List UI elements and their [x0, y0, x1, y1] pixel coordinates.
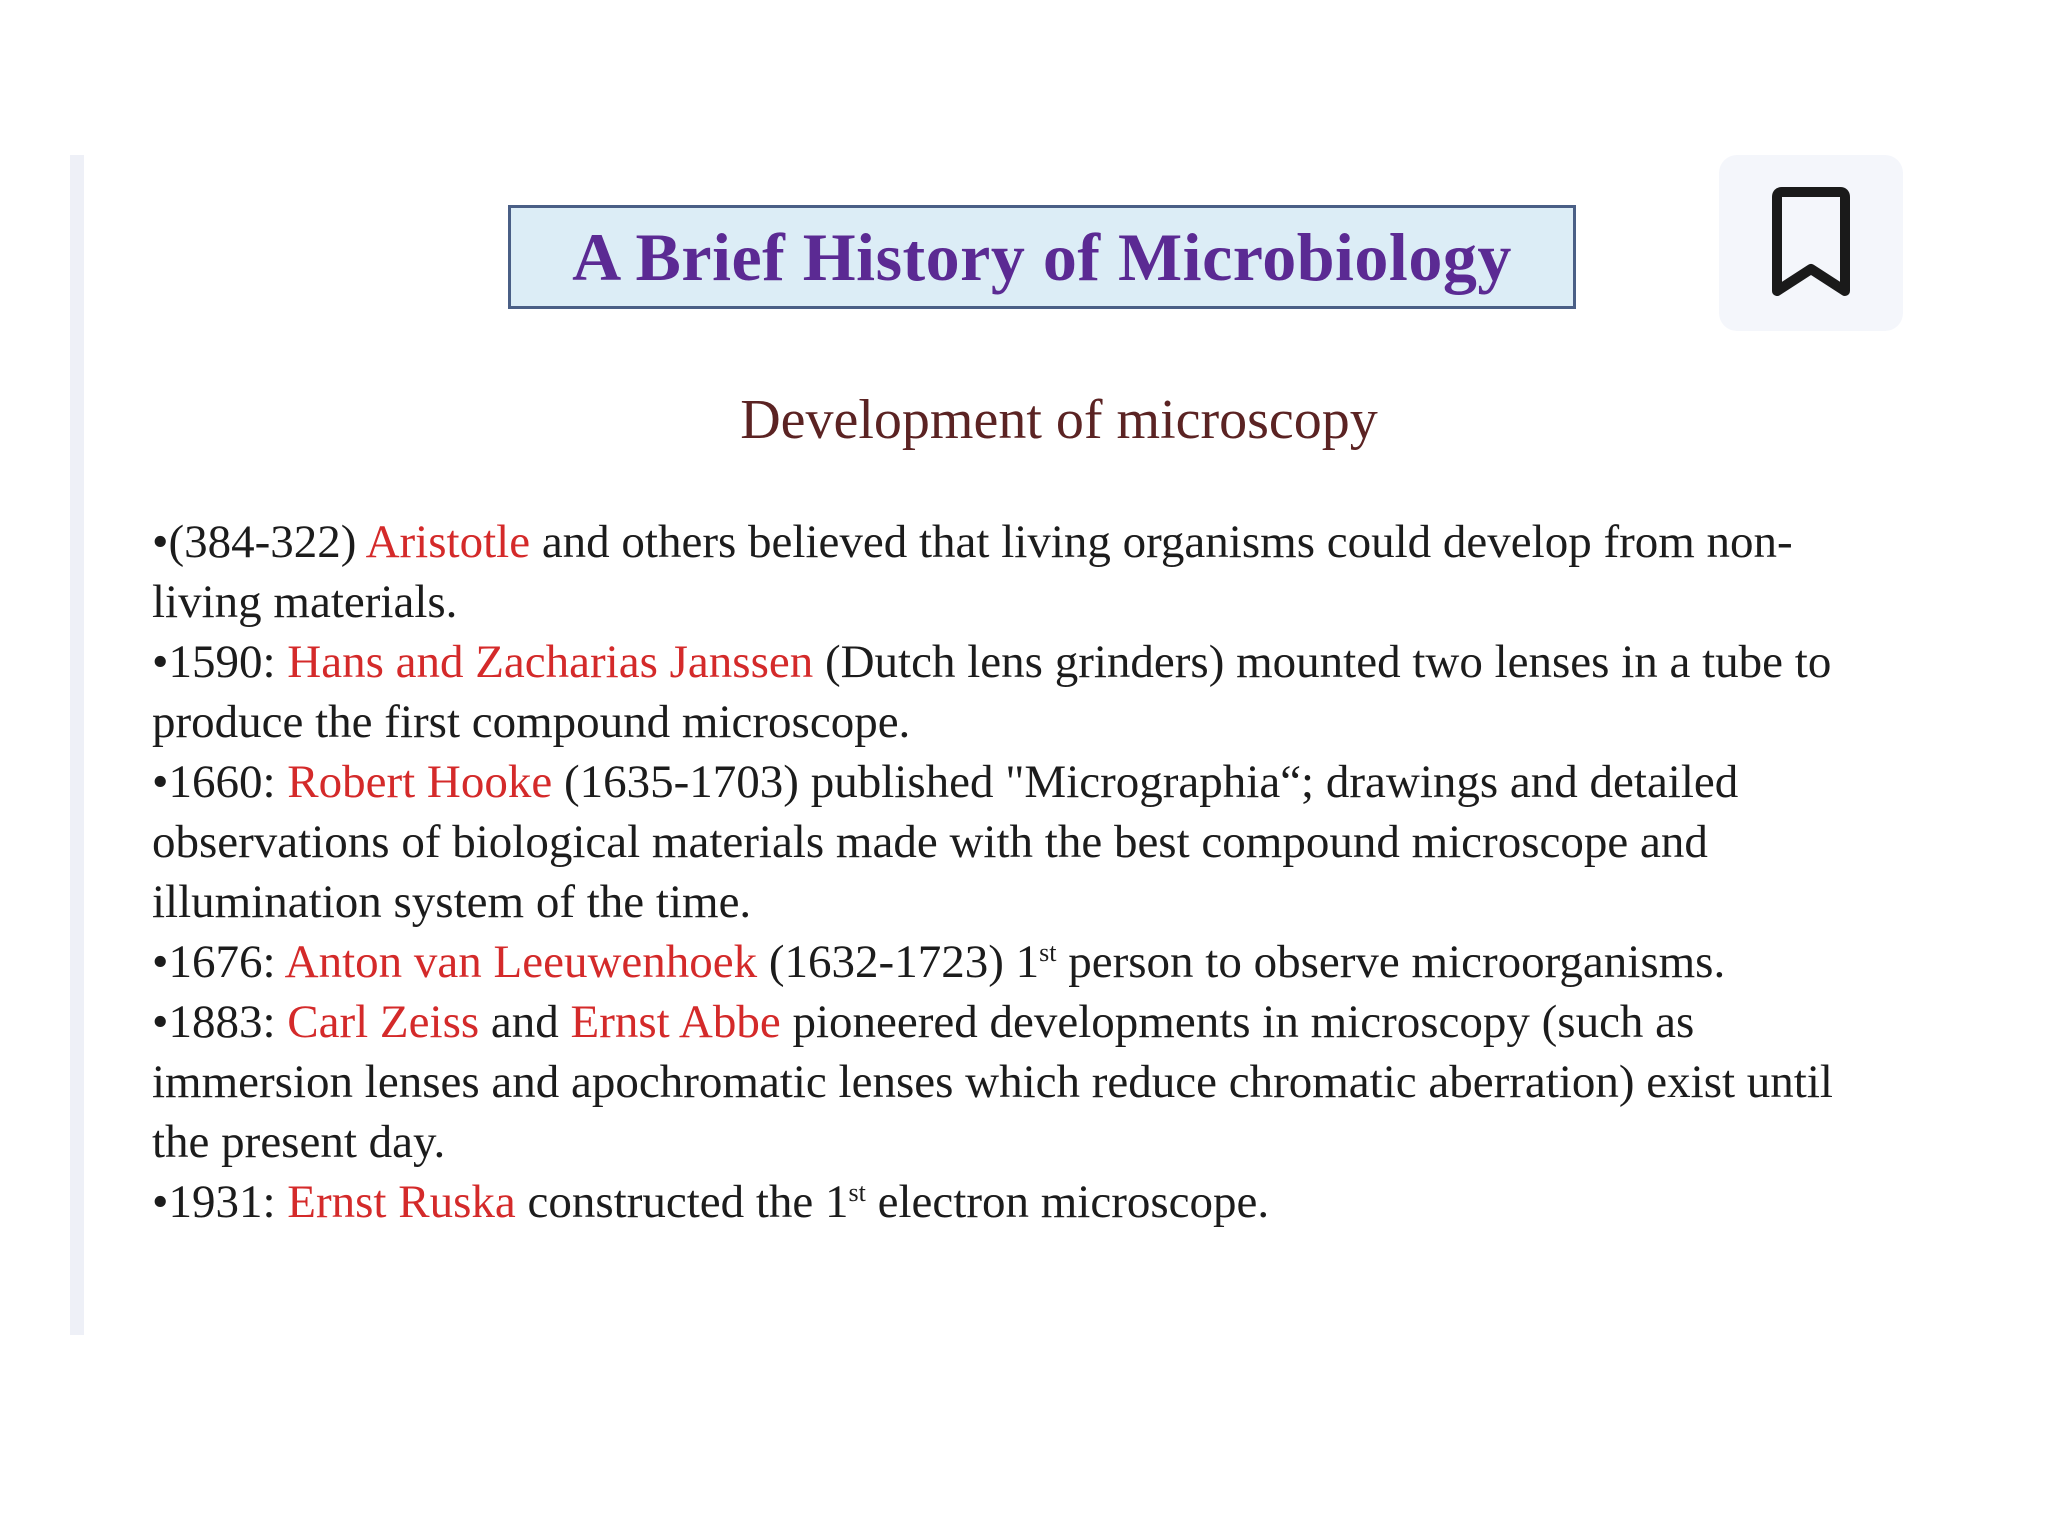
entry-text: and [479, 996, 571, 1048]
entry-text: (Dutch lens grinders) mounted two lenses in a tube to produce the first compound microscope. [152, 636, 1832, 748]
bookmark-icon [1769, 187, 1853, 299]
left-border-rule [70, 155, 84, 1335]
entry-text: (1635-1703) published "Micrographia“; drawings and detailed observations of biological materials made with the best compound microscope and illumination system of the time. [152, 756, 1739, 928]
ordinal-suffix: st [848, 1178, 866, 1207]
title-banner [508, 205, 1576, 309]
entry-text: person to observe microorganisms. [1056, 936, 1726, 988]
entry-text: and others believed that living organisms could develop from non-living materials. [152, 516, 1793, 628]
page-title: A Brief History of Microbiology [572, 218, 1512, 295]
person-name: Ernst Abbe [570, 996, 781, 1048]
entry-date: •1931: [152, 1176, 288, 1228]
person-name: Robert Hooke [287, 756, 553, 808]
entry-text: constructed the 1 [515, 1176, 849, 1228]
person-name: Carl Zeiss [287, 996, 480, 1048]
ordinal-suffix: st [1039, 938, 1057, 967]
entry-date: •1676: [152, 936, 285, 988]
history-entry-hooke [152, 752, 1892, 932]
entry-date: •(384-322) [152, 516, 366, 568]
entry-date: •1660: [152, 756, 288, 808]
history-entry-janssen [152, 632, 1892, 752]
history-entry-ruska [152, 1172, 1892, 1232]
bookmark-button[interactable] [1719, 155, 1903, 331]
entry-text: electron microscope. [865, 1176, 1270, 1228]
history-list [152, 512, 1892, 1232]
entry-date: •1883: [152, 996, 288, 1048]
entry-text: pioneered developments in microscopy (such as immersion lenses and apochromatic lenses which reduce chromatic aberration) exist until the present day. [152, 996, 1833, 1168]
person-name: Hans and Zacharias Janssen [287, 636, 814, 688]
entry-date: •1590: [152, 636, 288, 688]
history-entry-zeiss-abbe [152, 992, 1892, 1172]
person-name: Anton van Leeuwenhoek [284, 936, 758, 988]
person-name: Ernst Ruska [287, 1176, 516, 1228]
entry-text: (1632-1723) 1 [757, 936, 1040, 988]
section-subtitle: Development of microscopy [740, 389, 1378, 451]
person-name: Aristotle [365, 516, 531, 568]
history-entry-leeuwenhoek [152, 932, 1892, 992]
history-entry-aristotle [152, 512, 1892, 632]
